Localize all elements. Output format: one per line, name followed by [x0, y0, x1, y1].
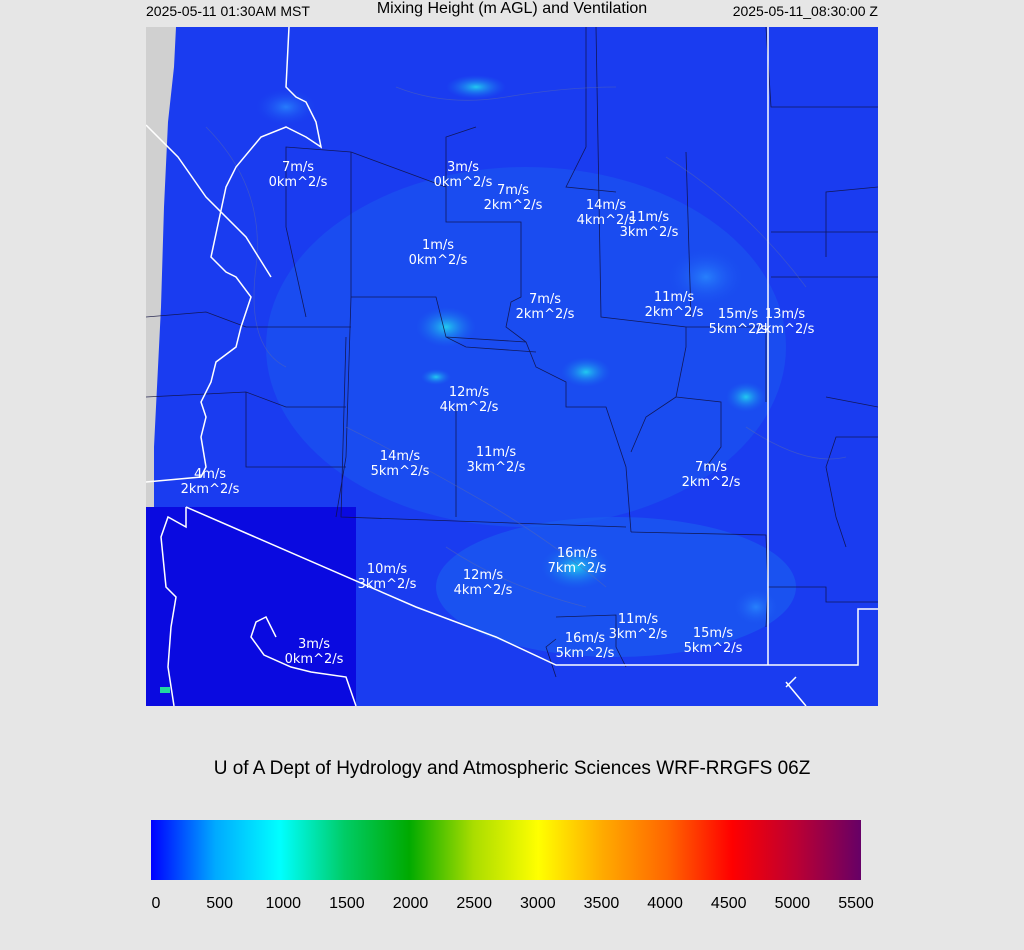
- colorbar-tick-label: 5000: [774, 895, 811, 912]
- station-label: [285, 637, 344, 667]
- station-label: [181, 467, 240, 497]
- ventilation-text: 2km^2/s: [755, 322, 815, 337]
- ventilation-text: 0km^2/s: [284, 652, 344, 667]
- ventilation-text: 5km^2/s: [708, 322, 768, 337]
- wind-speed-text: 14m/s: [379, 449, 421, 464]
- wind-speed-text: 1m/s: [421, 238, 455, 253]
- hotspot: [256, 89, 316, 125]
- tiny-hotspot: [160, 687, 170, 693]
- credit-line: U of A Dept of Hydrology and Atmospheric Sciences WRF-RRGFS 06Z: [213, 758, 811, 779]
- ventilation-text: 2km^2/s: [644, 305, 704, 320]
- wind-speed-text: 7m/s: [694, 460, 728, 475]
- ventilation-text: 3km^2/s: [619, 225, 679, 240]
- station-label: [645, 290, 704, 320]
- station-label: [358, 562, 417, 592]
- ventilation-text: 0km^2/s: [268, 175, 328, 190]
- colorbar-tick-label: 3500: [583, 895, 620, 912]
- hotspot: [416, 307, 476, 347]
- colorbar-tick-label: 4500: [710, 895, 747, 912]
- station-label: [454, 568, 513, 598]
- ventilation-text: 4km^2/s: [576, 213, 636, 228]
- ventilation-text: 5km^2/s: [370, 464, 430, 479]
- station-label: [556, 631, 615, 661]
- colorbar-tick-label: 500: [206, 895, 233, 912]
- colorbar-tick-label: 2000: [392, 895, 429, 912]
- hotspot: [731, 587, 781, 627]
- ventilation-text: 0km^2/s: [408, 253, 468, 268]
- wind-speed-text: 12m/s: [462, 568, 504, 583]
- station-label: [609, 612, 668, 642]
- wind-speed-text: 14m/s: [585, 198, 627, 213]
- wind-speed-text: 10m/s: [366, 562, 408, 577]
- wind-speed-text: 16m/s: [556, 546, 598, 561]
- wind-speed-text: 11m/s: [628, 210, 670, 225]
- utc-time: 2025-05-11_08:30:00 Z: [732, 3, 878, 19]
- ventilation-text: 2km^2/s: [681, 475, 741, 490]
- ventilation-text: 3km^2/s: [608, 627, 668, 642]
- colorbar-fill: [151, 820, 861, 880]
- wind-speed-text: 11m/s: [653, 290, 695, 305]
- colorbar-tick-label: 5500: [838, 895, 874, 912]
- ventilation-text: 5km^2/s: [555, 646, 615, 661]
- ventilation-text: 2km^2/s: [515, 307, 575, 322]
- colorbar-tick-label: 4000: [647, 895, 683, 912]
- wind-speed-text: 11m/s: [475, 445, 517, 460]
- wind-speed-text: 7m/s: [281, 160, 315, 175]
- dark-region: [146, 507, 356, 706]
- ventilation-text: 2km^2/s: [483, 198, 543, 213]
- colorbar-tick-label: 1000: [265, 895, 302, 912]
- wind-speed-text: 3m/s: [297, 637, 331, 652]
- station-label: [548, 546, 607, 576]
- hotspot: [421, 369, 451, 385]
- ventilation-text: 5km^2/s: [683, 641, 743, 656]
- station-label: [409, 238, 468, 268]
- wind-speed-text: 15m/s: [717, 307, 759, 322]
- local-time: 2025-05-11 01:30AM MST: [146, 3, 310, 19]
- ventilation-text: 2km^2/s: [180, 482, 240, 497]
- station-label: [516, 292, 575, 322]
- station-label: [269, 160, 328, 190]
- ventilation-text: 7km^2/s: [547, 561, 607, 576]
- wind-speed-text: 11m/s: [617, 612, 659, 627]
- colorbar-tick-label: 0: [151, 895, 161, 912]
- ventilation-text: 4km^2/s: [439, 400, 499, 415]
- hotspot: [446, 75, 506, 99]
- map-canvas: [146, 27, 878, 706]
- colorbar-tick-label: 2500: [456, 895, 492, 912]
- colorbar: [151, 820, 861, 880]
- wind-speed-text: 7m/s: [528, 292, 562, 307]
- station-label: [484, 183, 543, 213]
- wind-speed-text: 4m/s: [193, 467, 227, 482]
- map-title: Mixing Height (m AGL) and Ventilation: [376, 0, 648, 17]
- station-label: [467, 445, 526, 475]
- ventilation-text: 3km^2/s: [357, 577, 417, 592]
- station-label: [684, 626, 743, 656]
- colorbar-tick-label: 1500: [329, 895, 365, 912]
- ventilation-text: 4km^2/s: [453, 583, 513, 598]
- wind-speed-text: 3m/s: [446, 160, 480, 175]
- station-label: [756, 307, 815, 337]
- hotspot: [726, 382, 766, 412]
- wind-speed-text: 12m/s: [448, 385, 490, 400]
- station-label: [440, 385, 499, 415]
- ventilation-text: 3km^2/s: [466, 460, 526, 475]
- mixing-height-map: [146, 27, 878, 706]
- wind-speed-text: 15m/s: [692, 626, 734, 641]
- station-label: [620, 210, 679, 240]
- hotspot: [561, 357, 611, 387]
- station-label: [371, 449, 430, 479]
- ventilation-text: 0km^2/s: [433, 175, 493, 190]
- wind-speed-text: 7m/s: [496, 183, 530, 198]
- wind-speed-text: 13m/s: [764, 307, 806, 322]
- wind-speed-text: 16m/s: [564, 631, 606, 646]
- colorbar-tick-label: 3000: [520, 895, 556, 912]
- station-label: [682, 460, 741, 490]
